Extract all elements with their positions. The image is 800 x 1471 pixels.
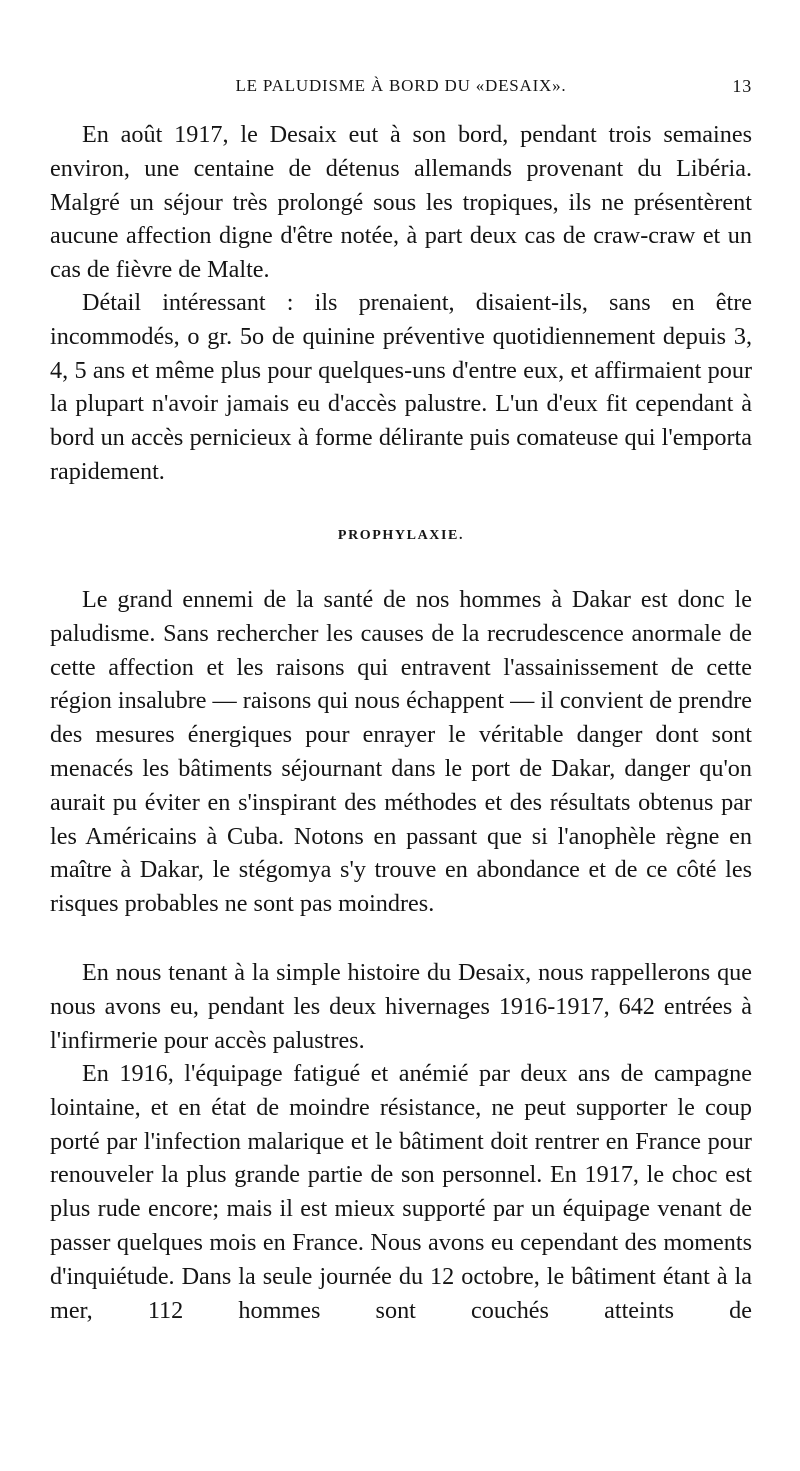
paragraph-1: En août 1917, le Desaix eut à son bord, pendant trois semaines environ, une centaine de détenus allemands provenant du Libéria. Malgré un séjour très prolongé sous les tropiques, ils ne présentèrent aucune affection digne d'être notée, à part deux cas de craw-craw et un cas de fièvre de Malte.	[50, 121, 752, 284]
paragraph-5: En 1916, l'équipage fatigué et anémié par deux ans de campagne lointaine, et en état de moindre résistance, ne peut supporter le coup porté par l'infection malarique et le bâtiment doit rentrer en France pour renouveler la plus grande partie de son personnel. En 1917, le choc est plus rude encore; mais il est mieux supporté par un équipage venant de passer quelques mois en France. Nous avons eu cependant des moments d'inquiétude. Dans la seule journée du 12 octobre, le bâtiment étant à la mer, 112 hommes sont couchés atteints de	[50, 1060, 752, 1324]
paragraph-4: En nous tenant à la simple histoire du Desaix, nous rappellerons que nous avons eu, pendant les deux hivernages 1916-1917, 642 entrées à l'infirmerie pour accès palustres.	[50, 959, 752, 1054]
document-page	[50, 0, 752, 1471]
running-title: LE PALUDISME À BORD DU «DESAIX».	[235, 76, 567, 95]
running-head	[50, 76, 752, 106]
page-number: 13	[732, 76, 752, 96]
paragraph-2: Détail intéressant : ils prenaient, disaient-ils, sans en être incommodés, o gr. 5o de quinine préventive quotidiennement depuis 3, 4, 5 ans et même plus pour quelques-uns d'entre eux, et affirmaient pour la plupart n'avoir jamais eu d'accès palustre. L'un d'eux fit cependant à bord un accès pernicieux à forme délirante puis comateuse qui l'emporta rapidement.	[50, 289, 752, 485]
section-heading: PROPHYLAXIE.	[337, 528, 465, 543]
paragraph-3: Le grand ennemi de la santé de nos hommes à Dakar est donc le paludisme. Sans rechercher les causes de la recrudescence anormale de cette affection et les raisons qui entravent l'assainissement de cette région insalubre — raisons qui nous échappent — il convient de prendre des mesures énergiques pour enrayer le véritable danger dont sont menacés les bâtiments séjournant dans le port de Dakar, danger qu'on aurait pu éviter en s'inspirant des méthodes et des résultats obtenus par les Américains à Cuba. Notons en passant que si l'anophèle règne en maître à Dakar, le stégomya s'y trouve en abondance et de ce côté les risques probables ne sont pas moindres.	[50, 586, 752, 918]
